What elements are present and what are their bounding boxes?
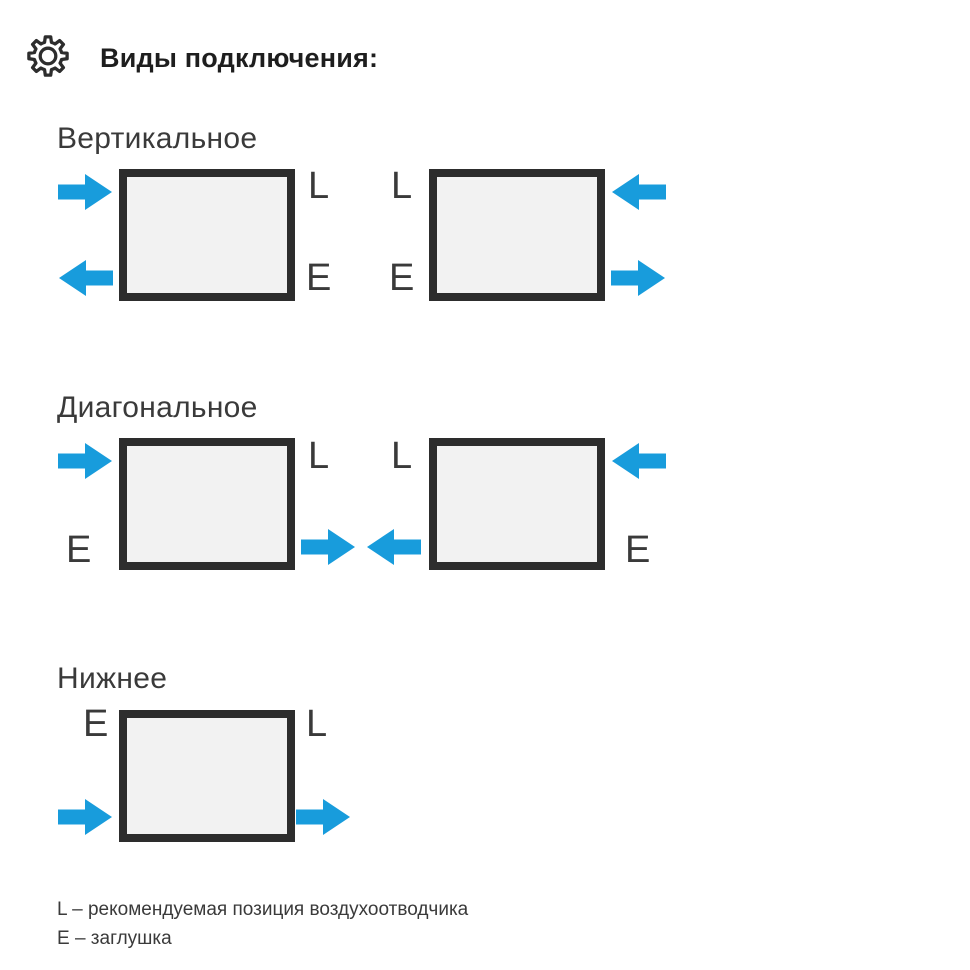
port-label-e: E xyxy=(83,703,109,745)
port-label-l: L xyxy=(306,703,328,745)
arrow-right-icon xyxy=(301,527,356,567)
arrow-right-icon xyxy=(58,797,113,837)
arrow-left-icon xyxy=(611,441,666,481)
port-label-e: E xyxy=(625,529,651,571)
section-title: Вертикальное xyxy=(57,122,258,155)
port-label-l: L xyxy=(391,165,413,207)
arrow-left-icon xyxy=(366,527,421,567)
port-label-l: L xyxy=(308,165,330,207)
arrow-right-icon xyxy=(58,441,113,481)
port-label-l: L xyxy=(391,435,413,477)
radiator-rect xyxy=(429,169,605,301)
port-label-e: E xyxy=(66,529,92,571)
legend-line-l: L – рекомендуемая позиция воздухоотводчика xyxy=(57,899,469,920)
radiator-rect xyxy=(429,438,605,570)
section-title: Нижнее xyxy=(57,662,168,695)
port-label-e: E xyxy=(306,257,332,299)
legend xyxy=(57,895,468,953)
arrow-left-icon xyxy=(611,172,666,212)
section-title: Диагональное xyxy=(57,391,258,424)
legend-line-e: E – заглушка xyxy=(57,928,172,949)
radiator-rect xyxy=(119,438,295,570)
gear-icon xyxy=(26,34,70,78)
radiator-rect xyxy=(119,169,295,301)
arrow-left-icon xyxy=(58,258,113,298)
page-title: Виды подключения: xyxy=(100,43,379,73)
arrow-right-icon xyxy=(611,258,666,298)
port-label-e: E xyxy=(389,257,415,299)
arrow-right-icon xyxy=(58,172,113,212)
arrow-right-icon xyxy=(296,797,351,837)
radiator-rect xyxy=(119,710,295,842)
port-label-l: L xyxy=(308,435,330,477)
